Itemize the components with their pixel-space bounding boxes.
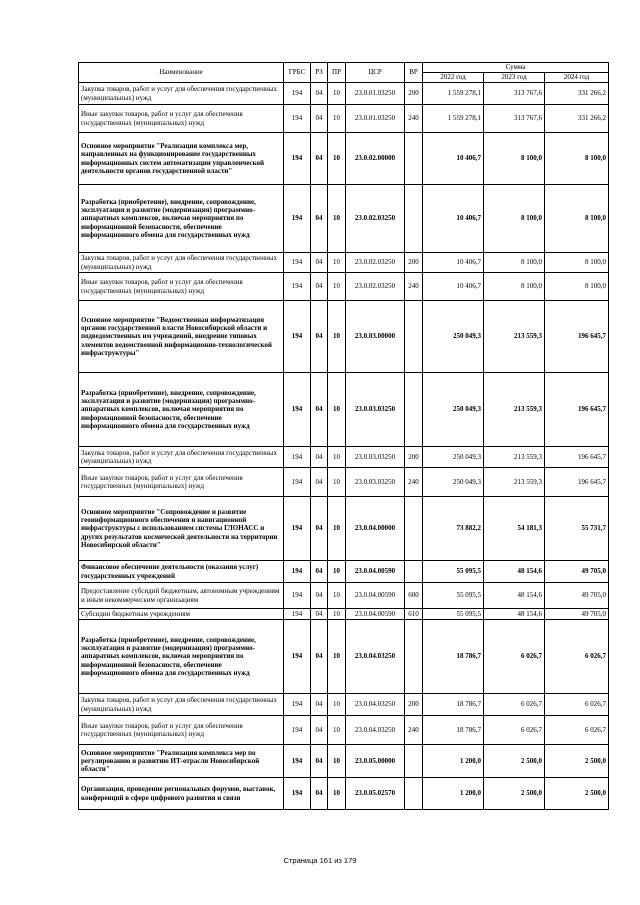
cell-2023: 313 767,6 <box>484 83 545 105</box>
cell-vr <box>405 301 423 373</box>
cell-pr: 10 <box>328 609 346 620</box>
cell-pr: 10 <box>328 745 346 778</box>
cell-pr: 10 <box>328 273 346 301</box>
cell-2022: 10 406,7 <box>423 253 484 273</box>
cell-name: Субсидии бюджетным учреждениям <box>79 609 284 620</box>
cell-name: Разработка (приобретение), внедрение, сопровождение, эксплуатация и развитие (модернизация) программно-аппаратных комплексов, включая мероприятия по информационной безопасности, обеспечение информационного обмена для государственных нужд <box>79 373 284 447</box>
cell-rz: 04 <box>311 583 328 609</box>
cell-pr: 10 <box>328 583 346 609</box>
table-row <box>79 561 609 583</box>
header-year-2022: 2022 год <box>423 73 484 83</box>
table-row <box>79 105 609 133</box>
cell-pr: 10 <box>328 253 346 273</box>
cell-2022: 10 406,7 <box>423 133 484 185</box>
cell-2024: 55 731,7 <box>545 497 609 561</box>
cell-name: Иные закупки товаров, работ и услуг для обеспечения государственных (муниципальных) нужд <box>79 105 284 133</box>
cell-2022: 55 095,5 <box>423 583 484 609</box>
cell-vr: 610 <box>405 609 423 620</box>
cell-2022: 250 049,3 <box>423 447 484 468</box>
cell-rz: 04 <box>311 778 328 810</box>
cell-vr <box>405 561 423 583</box>
cell-2023: 2 500,0 <box>484 778 545 810</box>
cell-vr <box>405 133 423 185</box>
cell-name: Закупка товаров, работ и услуг для обеспечения государственных (муниципальных) нужд <box>79 694 284 716</box>
cell-2022: 250 049,3 <box>423 301 484 373</box>
cell-vr: 200 <box>405 447 423 468</box>
table-row <box>79 778 609 810</box>
header-year-2024: 2024 год <box>545 73 609 83</box>
cell-2024: 6 026,7 <box>545 716 609 745</box>
cell-pr: 10 <box>328 301 346 373</box>
cell-name: Основное мероприятие "Реализация комплекса мер по регулированию и развитию ИТ-отрасли Новосибирской области" <box>79 745 284 778</box>
cell-csr: 23.0.04.00000 <box>346 497 405 561</box>
cell-2022: 1 200,0 <box>423 745 484 778</box>
cell-grbs: 194 <box>284 133 311 185</box>
cell-grbs: 194 <box>284 561 311 583</box>
table-row <box>79 716 609 745</box>
cell-name: Разработка (приобретение), внедрение, сопровождение, эксплуатация и развитие (модернизация) программно-аппаратных комплексов, включая мероприятия по информационной безопасности, обеспечение информационного обмена для государственных нужд <box>79 185 284 253</box>
budget-table <box>78 62 609 810</box>
cell-grbs: 194 <box>284 468 311 497</box>
cell-2024: 49 705,0 <box>545 561 609 583</box>
cell-2022: 10 406,7 <box>423 185 484 253</box>
table-row <box>79 133 609 185</box>
cell-2024: 2 500,0 <box>545 778 609 810</box>
cell-2023: 6 026,7 <box>484 716 545 745</box>
cell-rz: 04 <box>311 497 328 561</box>
table-row <box>79 447 609 468</box>
cell-rz: 04 <box>311 185 328 253</box>
cell-name: Основное мероприятие "Сопровождение и развитие геоинформационного обеспечения и навигационной инфраструктуры с использованием системы ГЛОНАСС и других результатов космической деятельности на территории Новосибирской области" <box>79 497 284 561</box>
cell-csr: 23.0.03.00000 <box>346 301 405 373</box>
cell-grbs: 194 <box>284 105 311 133</box>
cell-name: Закупка товаров, работ и услуг для обеспечения государственных (муниципальных) нужд <box>79 447 284 468</box>
cell-rz: 04 <box>311 620 328 694</box>
cell-vr: 240 <box>405 716 423 745</box>
cell-vr: 240 <box>405 273 423 301</box>
cell-2022: 73 882,2 <box>423 497 484 561</box>
cell-pr: 10 <box>328 561 346 583</box>
cell-vr <box>405 745 423 778</box>
cell-pr: 10 <box>328 778 346 810</box>
cell-2023: 8 100,0 <box>484 253 545 273</box>
cell-2023: 48 154,6 <box>484 583 545 609</box>
table-row <box>79 609 609 620</box>
cell-rz: 04 <box>311 301 328 373</box>
header-year-2023: 2023 год <box>484 73 545 83</box>
cell-pr: 10 <box>328 497 346 561</box>
cell-rz: 04 <box>311 83 328 105</box>
cell-2023: 313 767,6 <box>484 105 545 133</box>
cell-2023: 2 500,0 <box>484 745 545 778</box>
cell-2024: 8 100,0 <box>545 133 609 185</box>
table-row <box>79 694 609 716</box>
cell-rz: 04 <box>311 716 328 745</box>
cell-2024: 2 500,0 <box>545 745 609 778</box>
cell-pr: 10 <box>328 373 346 447</box>
cell-2023: 8 100,0 <box>484 185 545 253</box>
cell-name: Закупка товаров, работ и услуг для обеспечения государственных (муниципальных) нужд <box>79 83 284 105</box>
cell-grbs: 194 <box>284 253 311 273</box>
cell-rz: 04 <box>311 561 328 583</box>
cell-grbs: 194 <box>284 609 311 620</box>
cell-2023: 213 559,3 <box>484 373 545 447</box>
cell-2024: 49 705,0 <box>545 609 609 620</box>
cell-vr <box>405 373 423 447</box>
cell-vr: 240 <box>405 105 423 133</box>
cell-2024: 196 645,7 <box>545 447 609 468</box>
cell-rz: 04 <box>311 694 328 716</box>
cell-name: Иные закупки товаров, работ и услуг для обеспечения государственных (муниципальных) нужд <box>79 716 284 745</box>
cell-name: Разработка (приобретение), внедрение, сопровождение, эксплуатация и развитие (модернизация) программно-аппаратных комплексов, включая мероприятия по информационной безопасности, обеспечение информационного обмена для государственных нужд <box>79 620 284 694</box>
cell-rz: 04 <box>311 253 328 273</box>
cell-grbs: 194 <box>284 185 311 253</box>
cell-pr: 10 <box>328 83 346 105</box>
header-sum: Сумма <box>423 63 609 73</box>
table-row <box>79 497 609 561</box>
cell-rz: 04 <box>311 447 328 468</box>
cell-grbs: 194 <box>284 745 311 778</box>
table-row <box>79 583 609 609</box>
cell-2024: 8 100,0 <box>545 253 609 273</box>
cell-2022: 55 095,5 <box>423 561 484 583</box>
cell-2022: 55 095,5 <box>423 609 484 620</box>
cell-pr: 10 <box>328 620 346 694</box>
table-row <box>79 745 609 778</box>
header-rz: РЗ <box>311 63 328 83</box>
cell-csr: 23.0.02.03250 <box>346 273 405 301</box>
cell-pr: 10 <box>328 105 346 133</box>
cell-rz: 04 <box>311 745 328 778</box>
table-row <box>79 373 609 447</box>
cell-csr: 23.0.03.03250 <box>346 447 405 468</box>
cell-2023: 213 559,3 <box>484 301 545 373</box>
cell-2023: 8 100,0 <box>484 273 545 301</box>
cell-csr: 23.0.04.00590 <box>346 583 405 609</box>
cell-vr: 200 <box>405 83 423 105</box>
cell-vr: 200 <box>405 694 423 716</box>
cell-grbs: 194 <box>284 497 311 561</box>
cell-pr: 10 <box>328 185 346 253</box>
cell-2023: 48 154,6 <box>484 609 545 620</box>
cell-pr: 10 <box>328 133 346 185</box>
cell-vr <box>405 620 423 694</box>
cell-name: Основное мероприятие "Реализация комплекса мер, направленных на функционирование государственных информационных систем автоматизации управленческой деятельности органов государственной власти" <box>79 133 284 185</box>
cell-2023: 8 100,0 <box>484 133 545 185</box>
header-csr: ЦСР <box>346 63 405 83</box>
cell-2024: 6 026,7 <box>545 694 609 716</box>
cell-csr: 23.0.03.03250 <box>346 373 405 447</box>
table-row <box>79 253 609 273</box>
cell-2024: 331 266,2 <box>545 83 609 105</box>
cell-pr: 10 <box>328 716 346 745</box>
cell-2023: 213 559,3 <box>484 447 545 468</box>
cell-name: Финансовое обеспечение деятельности (оказания услуг) государственных учреждений <box>79 561 284 583</box>
table-row <box>79 468 609 497</box>
cell-pr: 10 <box>328 468 346 497</box>
table-row <box>79 273 609 301</box>
cell-name: Основное мероприятие "Ведомственная информатизация органов государственной власти Новосибирской области и подведомственных им учреждений, внедрение типовых элементов ведомственной информационно-технологической инфраструктуры" <box>79 301 284 373</box>
table-header <box>79 63 609 83</box>
cell-2022: 250 049,3 <box>423 468 484 497</box>
cell-2024: 196 645,7 <box>545 373 609 447</box>
cell-grbs: 194 <box>284 447 311 468</box>
cell-2024: 331 266,2 <box>545 105 609 133</box>
header-grbs: ГРБС <box>284 63 311 83</box>
cell-csr: 23.0.04.03250 <box>346 716 405 745</box>
header-pr: ПР <box>328 63 346 83</box>
cell-2024: 196 645,7 <box>545 301 609 373</box>
cell-grbs: 194 <box>284 83 311 105</box>
table-row <box>79 185 609 253</box>
cell-vr <box>405 497 423 561</box>
cell-rz: 04 <box>311 468 328 497</box>
cell-grbs: 194 <box>284 583 311 609</box>
cell-csr: 23.0.04.00590 <box>346 609 405 620</box>
cell-csr: 23.0.04.03250 <box>346 620 405 694</box>
cell-name: Предоставление субсидий бюджетным, автономным учреждениям и иным некоммерческим организациям <box>79 583 284 609</box>
cell-2023: 213 559,3 <box>484 468 545 497</box>
cell-csr: 23.0.02.03250 <box>346 185 405 253</box>
cell-vr <box>405 778 423 810</box>
cell-2022: 18 786,7 <box>423 716 484 745</box>
cell-2024: 49 705,0 <box>545 583 609 609</box>
cell-rz: 04 <box>311 133 328 185</box>
cell-rz: 04 <box>311 609 328 620</box>
cell-csr: 23.0.02.03250 <box>346 253 405 273</box>
cell-vr: 600 <box>405 583 423 609</box>
cell-2024: 8 100,0 <box>545 185 609 253</box>
cell-2022: 1 559 278,1 <box>423 83 484 105</box>
table-body <box>79 83 609 810</box>
cell-csr: 23.0.01.03250 <box>346 105 405 133</box>
cell-name: Иные закупки товаров, работ и услуг для обеспечения государственных (муниципальных) нужд <box>79 468 284 497</box>
cell-rz: 04 <box>311 105 328 133</box>
cell-csr: 23.0.04.03250 <box>346 694 405 716</box>
cell-csr: 23.0.05.02570 <box>346 778 405 810</box>
page-number: Страница 161 из 179 <box>283 856 357 865</box>
cell-grbs: 194 <box>284 694 311 716</box>
cell-grbs: 194 <box>284 620 311 694</box>
cell-2024: 196 645,7 <box>545 468 609 497</box>
cell-pr: 10 <box>328 447 346 468</box>
cell-grbs: 194 <box>284 373 311 447</box>
cell-2024: 8 100,0 <box>545 273 609 301</box>
cell-2023: 6 026,7 <box>484 620 545 694</box>
cell-2023: 6 026,7 <box>484 694 545 716</box>
cell-grbs: 194 <box>284 301 311 373</box>
table-row <box>79 620 609 694</box>
header-vr: ВР <box>405 63 423 83</box>
cell-2022: 18 786,7 <box>423 694 484 716</box>
cell-2022: 10 406,7 <box>423 273 484 301</box>
cell-name: Иные закупки товаров, работ и услуг для обеспечения государственных (муниципальных) нужд <box>79 273 284 301</box>
cell-2024: 6 026,7 <box>545 620 609 694</box>
cell-2022: 1 559 278,1 <box>423 105 484 133</box>
cell-vr: 240 <box>405 468 423 497</box>
cell-rz: 04 <box>311 373 328 447</box>
cell-csr: 23.0.04.00590 <box>346 561 405 583</box>
cell-rz: 04 <box>311 273 328 301</box>
cell-csr: 23.0.05.00000 <box>346 745 405 778</box>
cell-name: Закупка товаров, работ и услуг для обеспечения государственных (муниципальных) нужд <box>79 253 284 273</box>
cell-name: Организация, проведение региональных форумов, выставок, конференций в сфере цифрового развития и связи <box>79 778 284 810</box>
cell-vr: 200 <box>405 253 423 273</box>
cell-csr: 23.0.01.03250 <box>346 83 405 105</box>
table-row <box>79 83 609 105</box>
header-name: Наименование <box>79 63 284 83</box>
cell-2023: 54 181,3 <box>484 497 545 561</box>
cell-2022: 250 049,3 <box>423 373 484 447</box>
cell-grbs: 194 <box>284 273 311 301</box>
cell-2022: 1 200,0 <box>423 778 484 810</box>
cell-csr: 23.0.03.03250 <box>346 468 405 497</box>
cell-csr: 23.0.02.00000 <box>346 133 405 185</box>
cell-grbs: 194 <box>284 716 311 745</box>
cell-2022: 18 786,7 <box>423 620 484 694</box>
table-row <box>79 301 609 373</box>
cell-2023: 48 154,6 <box>484 561 545 583</box>
cell-pr: 10 <box>328 694 346 716</box>
cell-grbs: 194 <box>284 778 311 810</box>
cell-vr <box>405 185 423 253</box>
